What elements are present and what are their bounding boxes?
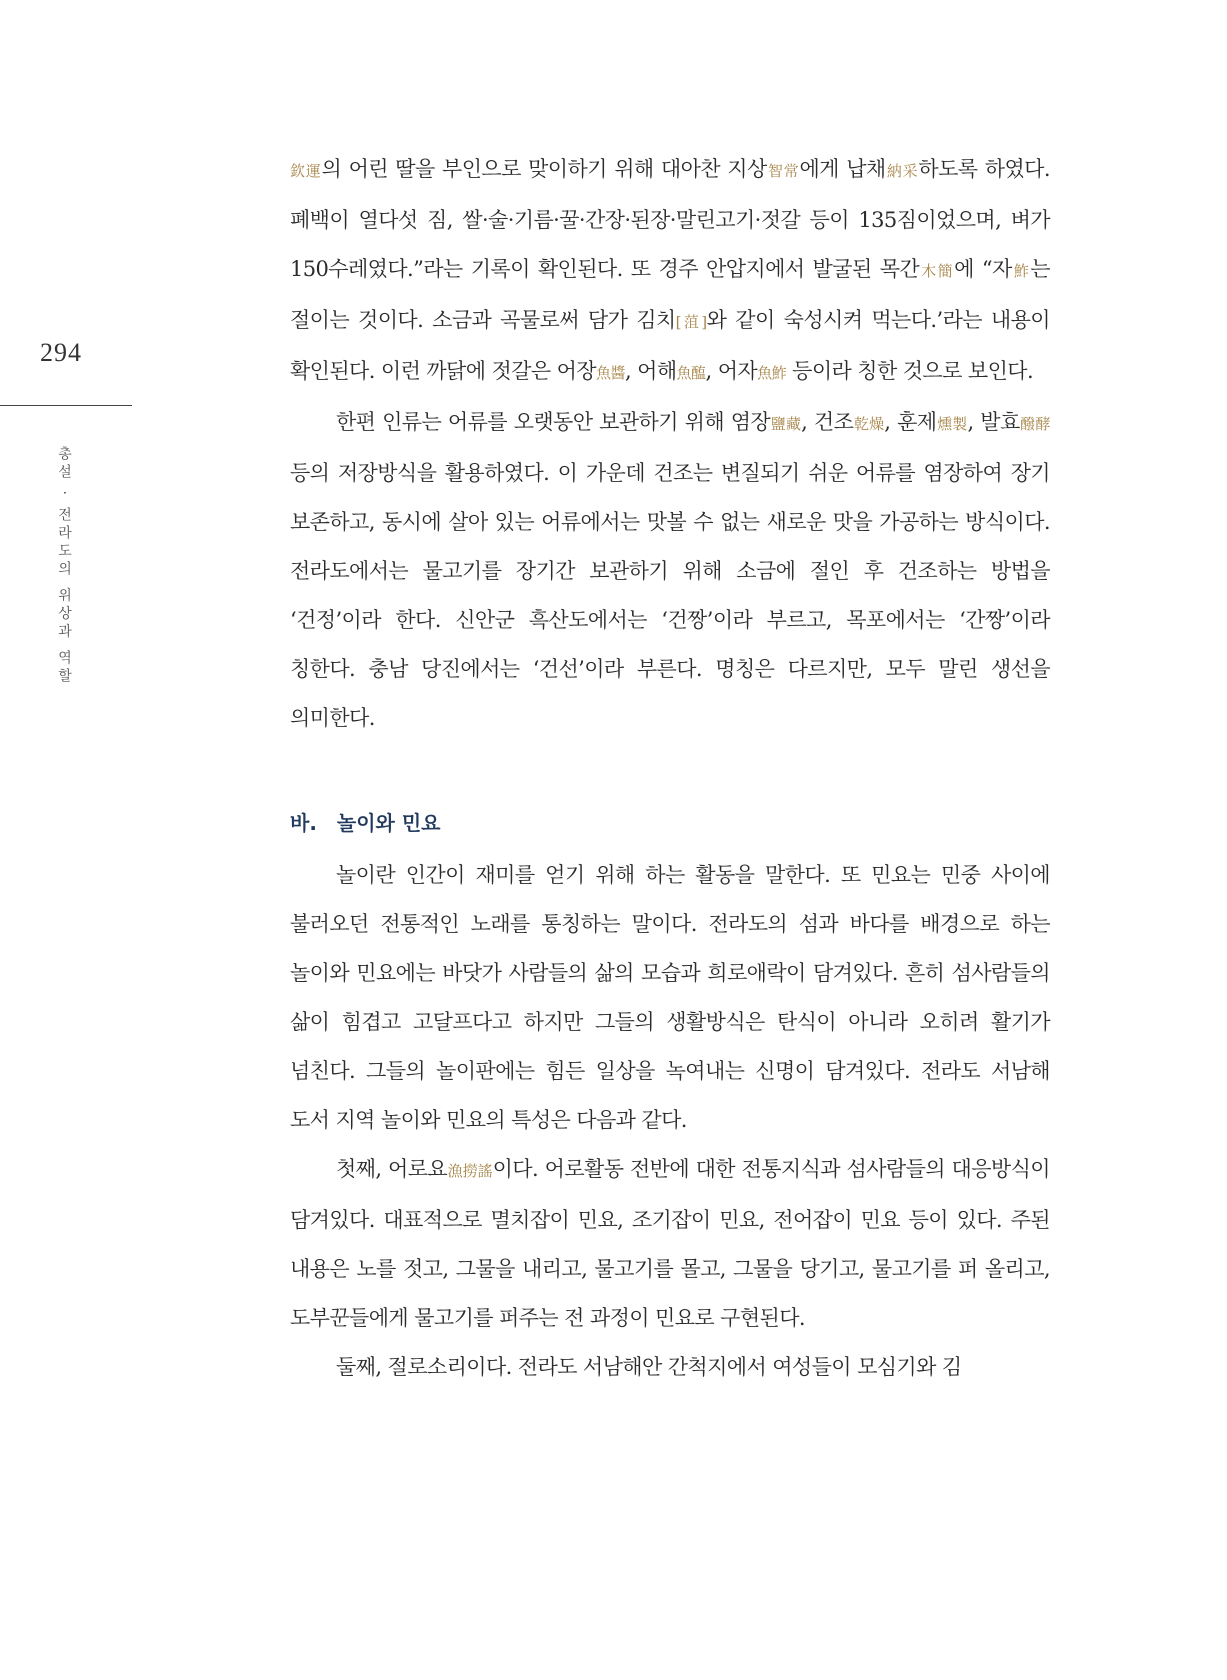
text-run: 한편 인류는 어류를 오랫동안 보관하기 위해 염장	[336, 410, 771, 434]
hanja-gloss: 魚醬	[595, 364, 625, 382]
paragraph-4	[290, 1145, 1050, 1343]
text-run: 와 같이 숙성시켜 먹는다.’라는 내용이 확인된다. 이런 까닭에 젓갈은 어장	[290, 308, 1050, 383]
hanja-gloss: 魚醢	[676, 364, 706, 382]
section-heading	[290, 795, 1050, 851]
paragraph-5: 둘째, 절로소리이다. 전라도 서남해안 간척지에서 여성들이 모심기와 김	[336, 1355, 962, 1379]
hanja-gloss: 木簡	[919, 262, 955, 280]
text-run: , 훈제	[884, 410, 937, 434]
running-title: 총설 · 전라도의 위상과 역할	[56, 446, 72, 687]
text-run: 하도록 하였다. 폐백이 열다섯 짐, 쌀·술·기름·꿀·간장·된장·말린고기·젓갈 등이 135짐이었으며, 벼가 150수레였다.”라는 기록이 확인된다. 또 경주 안압지에서 발굴된 목간	[290, 157, 1050, 281]
text-run: 등의 저장방식을 활용하였다. 이 가운데 건조는 변질되기 쉬운 어류를 염장하여 장기 보존하고, 동시에 살아 있는 어류에서는 맛볼 수 없는 새로운 맛을 가공하는 방식이다. 전라도에서는 물고기를 장기간 보관하기 위해 소금에 절인 후 건조하는 방법을 ‘건정’이라 한다. 신안군 흑산도에서는 ‘건짱’이라 부르고, 목포에서는 ‘간짱’이라 칭한다. 충남 당진에서는 ‘건선’이라 부른다. 명칭은 다르지만, 모두 말린 생선을 의미한다.	[290, 461, 1050, 730]
paragraph-1	[290, 145, 1050, 398]
hanja-gloss: 燻製	[936, 415, 968, 433]
text-run: , 발효	[967, 410, 1020, 434]
hanja-gloss: [菹]	[675, 313, 707, 331]
hanja-gloss: 醱酵	[1019, 415, 1050, 433]
hanja-gloss: 乾燥	[853, 415, 885, 433]
section-number: 바.	[290, 811, 317, 835]
text-run: 첫째, 어로요	[336, 1157, 448, 1181]
side-divider	[0, 405, 132, 406]
text-run: , 어자	[705, 359, 758, 383]
page-number: 294	[40, 338, 82, 367]
text-run: 이다. 어로활동 전반에 대한 전통지식과 섬사람들의 대응방식이 담겨있다. 대표적으로 멸치잡이 민요, 조기잡이 민요, 전어잡이 민요 등이 있다. 주된 내용은 노를 젓고, 그물을 내리고, 물고기를 몰고, 그물을 당기고, 물고기를 퍼 올리고, 도부꾼들에게 물고기를 퍼주는 전 과정이 민요로 구현된다.	[290, 1157, 1050, 1330]
paragraph-2	[290, 398, 1050, 743]
section-title: 놀이와 민요	[336, 811, 441, 835]
hanja-gloss: 魚鮓	[757, 364, 787, 382]
paragraph-3: 놀이란 인간이 재미를 얻기 위해 하는 활동을 말한다. 또 민요는 민중 사이에 불러오던 전통적인 노래를 통칭하는 말이다. 전라도의 섬과 바다를 배경으로 하는 놀이와 민요에는 바닷가 사람들의 삶의 모습과 희로애락이 담겨있다. 흔히 섬사람들의 삶이 힘겹고 고달프다고 하지만 그들의 생활방식은 탄식이 아니라 오히려 활기가 넘친다. 그들의 놀이판에는 힘든 일상을 녹여내는 신명이 담겨있다. 전라도 서남해 도서 지역 놀이와 민요의 특성은 다음과 같다.	[290, 863, 1050, 1132]
text-run: , 어해	[625, 359, 677, 383]
text-run: 는 절이는 것이다. 소금과 곡물로써 담가 김치	[290, 257, 1050, 332]
text-run: , 건조	[801, 410, 854, 434]
text-run: 등이라 칭한 것으로 보인다.	[786, 359, 1034, 383]
text-run: 에 “자	[954, 257, 1012, 281]
text-run: 의 어린 딸을 부인으로 맞이하기 위해 대아찬 지상	[321, 157, 767, 181]
hanja-gloss: 漁撈謠	[447, 1162, 493, 1180]
hanja-gloss: 鮓	[1011, 262, 1031, 280]
body-text	[290, 145, 1050, 1392]
hanja-gloss: 納采	[885, 162, 919, 180]
hanja-gloss: 欽運	[290, 162, 322, 180]
hanja-gloss: 智常	[766, 162, 800, 180]
hanja-gloss: 鹽藏	[770, 415, 802, 433]
text-run: 에게 납채	[799, 157, 886, 181]
